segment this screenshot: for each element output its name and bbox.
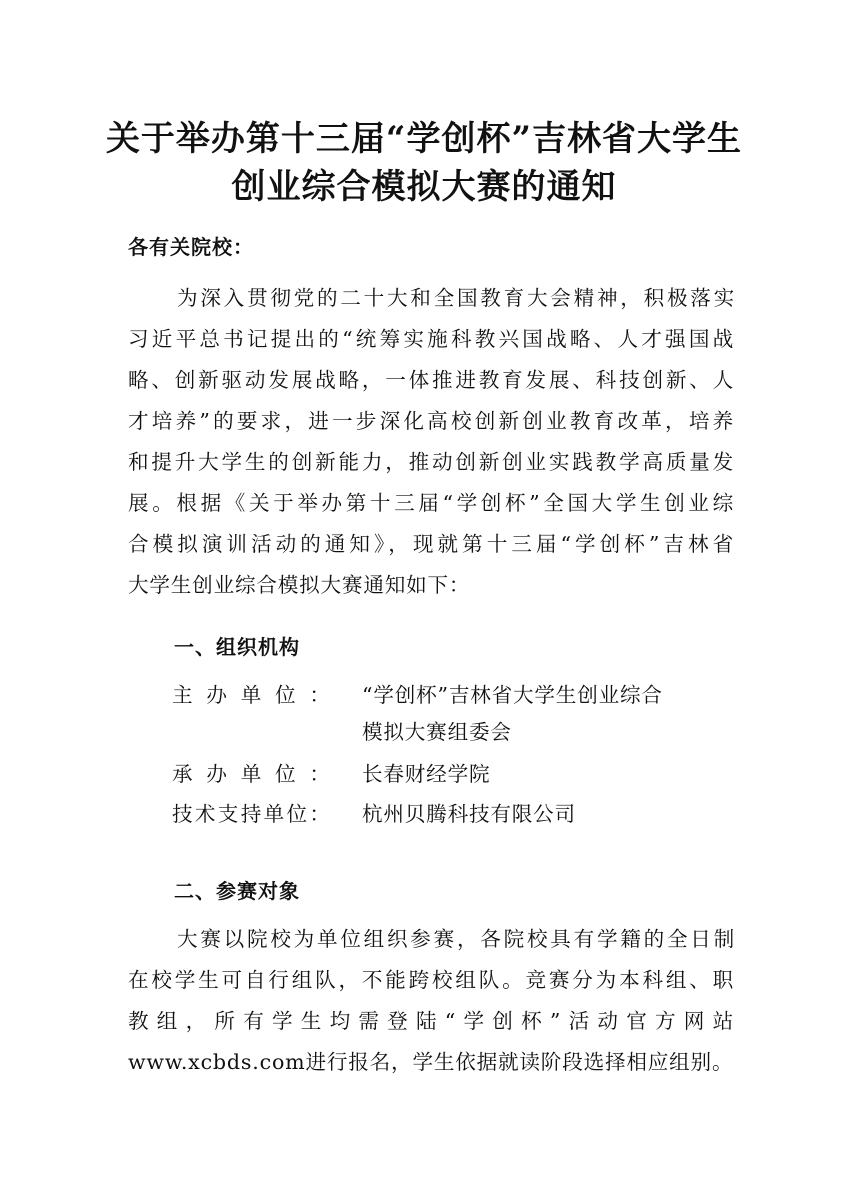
host-label: 承办单位： — [172, 762, 330, 786]
participants-line: 教组，所有学生均需登陆“学创杯”活动官方网站 — [128, 1009, 734, 1033]
organizer-value-line: “学创杯”吉林省大学生创业综合 — [362, 683, 663, 707]
intro-line: 和提升大学生的创新能力，推动创新创业实践教学高质量发 — [128, 450, 734, 474]
participants-line: 大赛以院校为单位组织参赛，各院校具有学籍的全日制 — [177, 927, 735, 951]
tech-support-value: 杭州贝腾科技有限公司 — [362, 802, 576, 826]
section-heading-organization: 一、组织机构 — [174, 635, 300, 659]
intro-line: 习近平总书记提出的“统筹实施科教兴国战略、人才强国战 — [128, 327, 734, 351]
intro-line: 略、创新驱动发展战略，一体推进教育发展、科技创新、人 — [128, 368, 734, 392]
document-title-line-2: 创业综合模拟大赛的通知 — [231, 167, 617, 207]
intro-line: 展。根据《关于举办第十三届“学创杯”全国大学生创业综 — [128, 491, 734, 515]
salutation: 各有关院校： — [128, 235, 254, 259]
document-title-line-1: 关于举办第十三届“学创杯”吉林省大学生 — [105, 119, 743, 159]
organizer-label: 主办单位： — [172, 683, 330, 707]
host-value: 长春财经学院 — [362, 762, 491, 786]
organizer-value-line: 模拟大赛组委会 — [362, 720, 512, 744]
tech-support-label: 技术支持单位： — [172, 802, 330, 826]
intro-line: 大学生创业综合模拟大赛通知如下： — [128, 573, 471, 597]
intro-line: 为深入贯彻党的二十大和全国教育大会精神，积极落实 — [177, 286, 735, 310]
participants-line: 在校学生可自行组队，不能跨校组队。竞赛分为本科组、职 — [128, 968, 734, 992]
section-heading-participants: 二、参赛对象 — [174, 879, 300, 903]
intro-line: 合模拟演训活动的通知》，现就第十三届“学创杯”吉林省 — [128, 532, 734, 556]
intro-line: 才培养”的要求，进一步深化高校创新创业教育改革，培养 — [128, 409, 734, 433]
participants-line: www.xcbds.com进行报名，学生依据就读阶段选择相应组别。 — [128, 1050, 734, 1074]
